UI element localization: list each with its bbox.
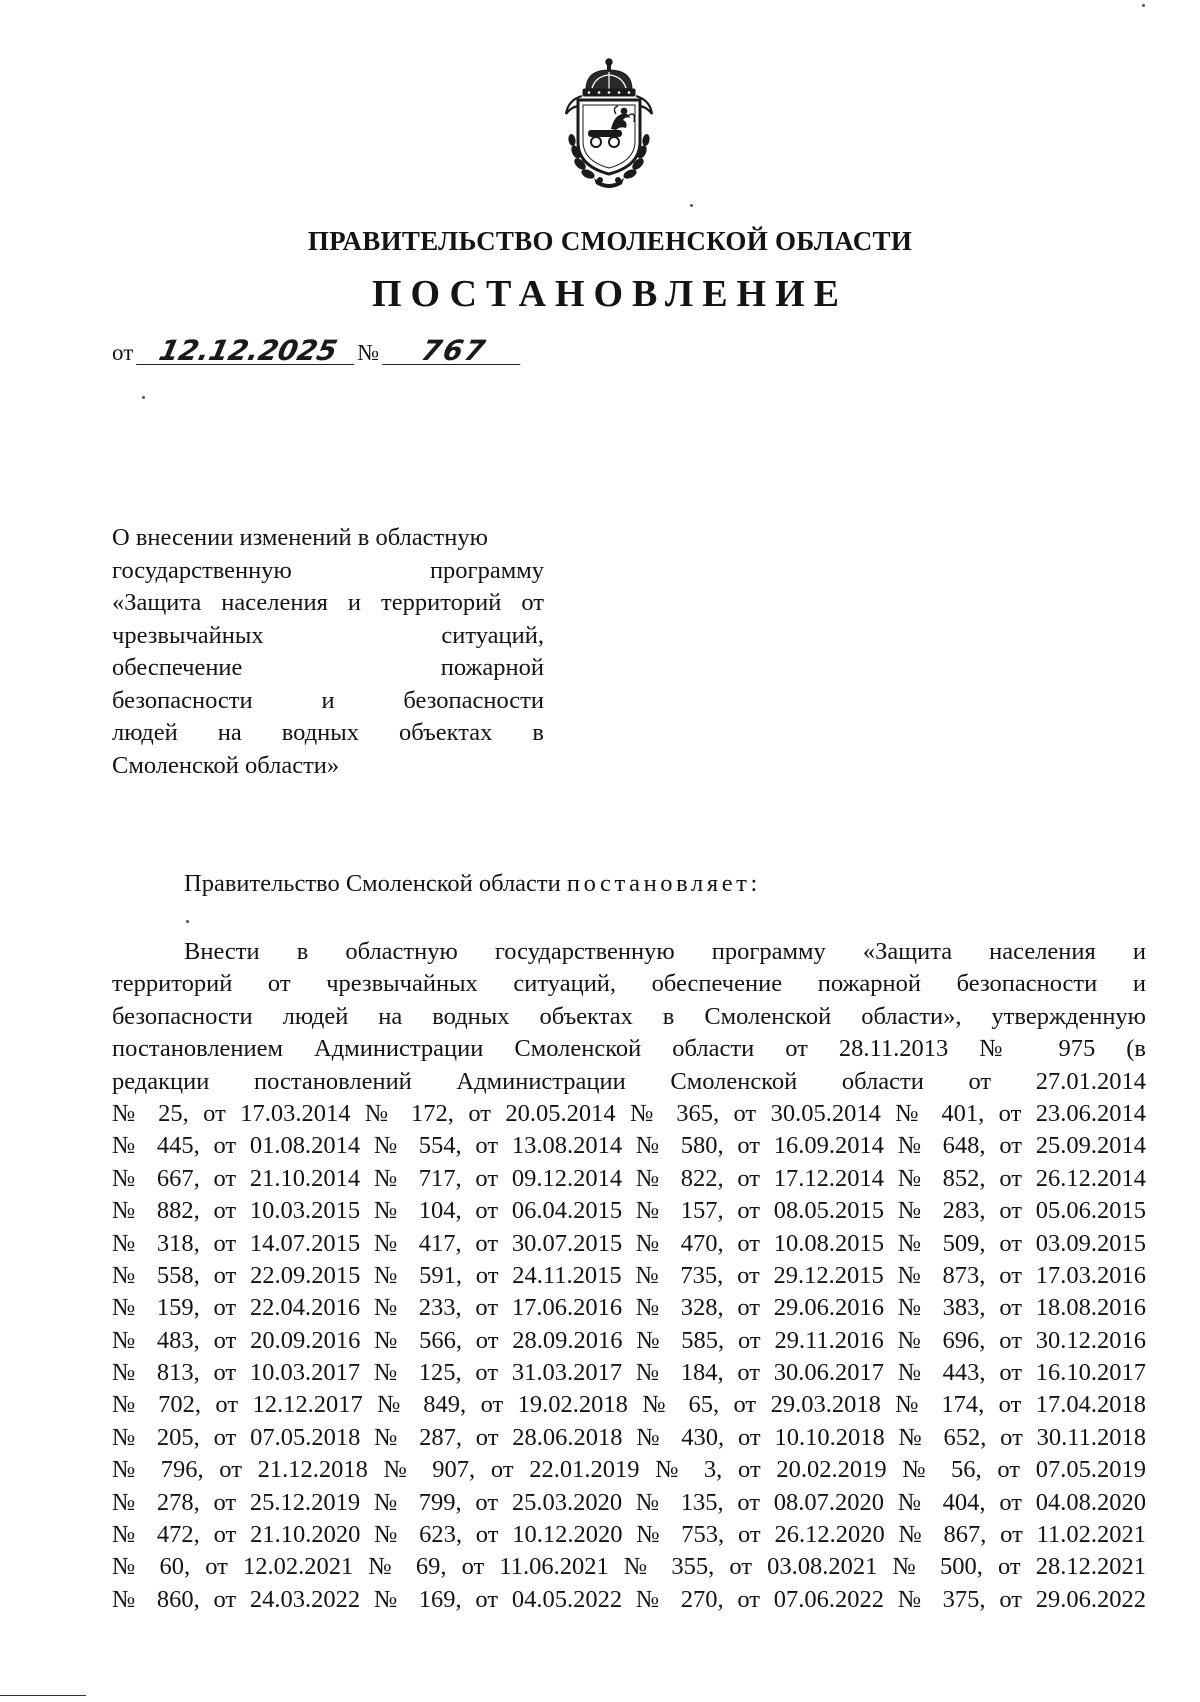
resolution-lead: Правительство Смоленской области (184, 870, 561, 897)
body-line: № 472, от 21.10.2020 № 623, от 10.12.2020 № 753, от 26.12.2020 № 867, от 11.02.2021 (112, 1521, 1146, 1549)
body-line: постановлением Администрации Смоленской области от 28.11.2013 № 975 (в (112, 1035, 1146, 1063)
body-line: № 483, от 20.09.2016 № 566, от 28.09.2016 № 585, от 29.11.2016 № 696, от 30.12.2016 (112, 1326, 1146, 1354)
body-line: редакции постановлений Администрации Смоленской области от 27.01.2014 (112, 1067, 1146, 1095)
document-type-heading: ПОСТАНОВЛЕНИЕ (371, 273, 849, 315)
date-from-label: от (112, 340, 134, 365)
subject-line: безопасности и безопасности (112, 686, 544, 714)
body-line: № 860, от 24.03.2022 № 169, от 04.05.2022 № 270, от 07.06.2022 № 375, от 29.06.2022 (112, 1585, 1146, 1613)
body-line: № 667, от 21.10.2014 № 717, от 09.12.2014 № 822, от 17.12.2014 № 852, от 26.12.2014 (112, 1164, 1146, 1192)
body-line: № 60, от 12.02.2021 № 69, от 11.06.2021 № 355, от 03.08.2021 № 500, от 28.12.2021 (112, 1553, 1146, 1581)
body-line: № 278, от 25.12.2019 № 799, от 25.03.2020 № 135, от 08.07.2020 № 404, от 04.08.2020 (112, 1488, 1146, 1516)
subject-line: О внесении изменений в областную (112, 524, 488, 551)
subject-line: людей на водных объектах в (112, 719, 544, 746)
subject-line: «Защита населения и территорий от (112, 589, 544, 616)
number-label: № (357, 340, 380, 365)
subject-line: чрезвычайных ситуаций, (112, 621, 544, 649)
footer-rule (0, 1695, 86, 1696)
document-body (112, 936, 1146, 1616)
document-date: 12.12.2025 (136, 338, 360, 365)
dateline (112, 334, 523, 367)
body-line: № 205, от 07.05.2018 № 287, от 28.06.2018 № 430, от 10.10.2018 № 652, от 30.11.2018 (112, 1423, 1146, 1451)
smolensk-coat-of-arms-icon (556, 56, 662, 190)
body-line: № 159, от 22.04.2016 № 233, от 17.06.2016 № 328, от 29.06.2016 № 383, от 18.08.2016 (112, 1294, 1146, 1322)
body-line: № 702, от 12.12.2017 № 849, от 19.02.2018 № 65, от 29.03.2018 № 174, от 17.04.2018 (112, 1391, 1146, 1419)
body-line: № 445, от 01.08.2014 № 554, от 13.08.2014 № 580, от 16.09.2014 № 648, от 25.09.2014 (112, 1132, 1146, 1160)
body-line: территорий от чрезвычайных ситуаций, обеспечение пожарной безопасности и (112, 970, 1146, 998)
scan-speck (142, 396, 145, 399)
body-line: безопасности людей на водных объектах в Смоленской области», утвержденную (112, 1002, 1146, 1030)
subject-line: государственную программу (112, 556, 544, 584)
subject-line: обеспечение пожарной (112, 654, 544, 681)
document-subject (112, 522, 544, 782)
resolution-statement (184, 870, 761, 898)
body-line: № 25, от 17.03.2014 № 172, от 20.05.2014 № 365, от 30.05.2014 № 401, от 23.06.2014 (112, 1099, 1146, 1127)
scan-speck (186, 920, 189, 923)
body-line: № 796, от 21.12.2018 № 907, от 22.01.2019 № 3, от 20.02.2019 № 56, от 07.05.2019 (112, 1456, 1146, 1484)
scan-speck (1142, 4, 1145, 7)
body-line: Внести в областную государственную программу «Защита населения и (184, 938, 1146, 965)
subject-line: Смоленской области» (112, 751, 340, 779)
scan-speck (690, 204, 693, 207)
body-line: № 318, от 14.07.2015 № 417, от 30.07.2015 № 470, от 10.08.2015 № 509, от 03.09.2015 (112, 1229, 1146, 1257)
body-line: № 813, от 10.03.2017 № 125, от 31.03.2017 № 184, от 30.06.2017 № 443, от 16.10.2017 (112, 1359, 1146, 1387)
resolution-verb: постановляет: (566, 870, 761, 897)
body-line: № 882, от 10.03.2015 № 104, от 06.04.2015 № 157, от 08.05.2015 № 283, от 05.06.2015 (112, 1197, 1146, 1225)
body-line: № 558, от 22.09.2015 № 591, от 24.11.2015 № 735, от 29.12.2015 № 873, от 17.03.2016 (112, 1261, 1146, 1289)
document-number: 767 (382, 338, 526, 365)
organization-title: ПРАВИТЕЛЬСТВО СМОЛЕНСКОЙ ОБЛАСТИ (307, 226, 913, 256)
